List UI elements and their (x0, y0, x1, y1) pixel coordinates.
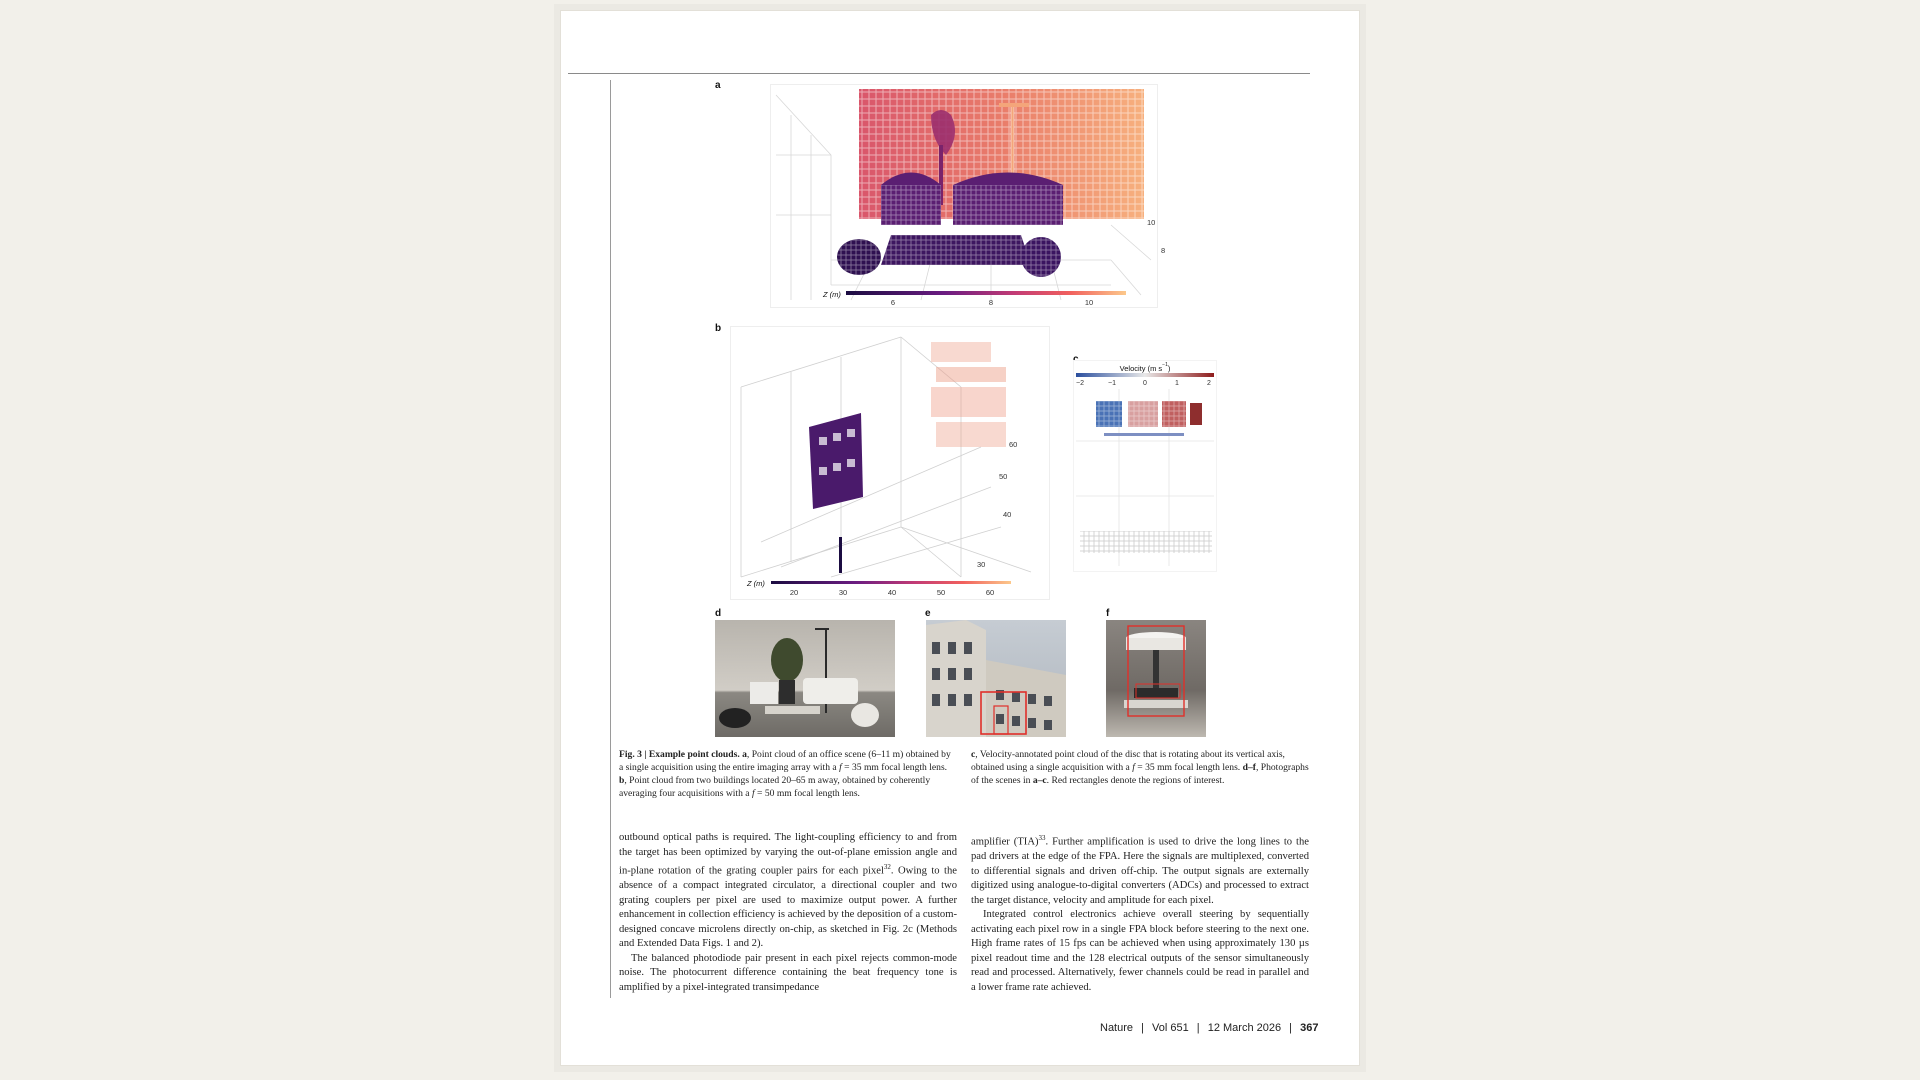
tick-label: 2 (1207, 380, 1211, 387)
body-column-right (971, 831, 1309, 995)
paragraph: The balanced photodiode pair present in each pixel rejects common-mode noise. The photocurrent difference containing the beat frequency tone is amplified by a pixel-integrated transimpedance (619, 952, 957, 993)
tick-label: 1 (1175, 380, 1179, 387)
colorbar-label: Z (m) (747, 579, 765, 588)
page-footer: Nature | Vol 651 | 12 March 2026 | 367 (1100, 1022, 1319, 1034)
page-number: 367 (1300, 1022, 1319, 1034)
tick-label: 10 (1147, 218, 1156, 227)
journal-name: Nature (1100, 1022, 1134, 1034)
panel-label-b: b (715, 323, 722, 334)
figure-caption-right: c, Velocity-annotated point cloud of the disc that is rotating about its vertical axis, obtained using a single acquisition with a f = 35 mm focal length lens. d–f, Photographs of the scenes in a–c. Red rectangles denote the regions of interest. (971, 749, 1309, 786)
paragraph: outbound optical paths is required. The light-coupling efficiency to and from the target has been optimized by varying the out-of-plane emission angle and in-plane rotation of the grating coupler pairs for each pixel$^{32}$. Owing to the absence of a compact integrated circulator, a directional coupler and two grating couplers per pixel are used to maximize output power. A further enhancement in collection efficiency is achieved by the deposition of a custom-designed concave microlens directly on-chip, as sketched in Fig. 2c (Methods and Extended Data Figs. 1 and 2). (619, 832, 957, 950)
panel-label-d: d (715, 608, 722, 619)
panel-label-a: a (715, 80, 721, 91)
header-rule (568, 73, 1310, 74)
tick-label: 30 (977, 560, 986, 569)
panel-label-f: f (1106, 608, 1110, 619)
colorbar (846, 291, 1126, 295)
figure-panel-b (730, 326, 1050, 600)
tick-label: 40 (1003, 510, 1012, 519)
body-column-left (619, 831, 957, 995)
point-cloud-buildings (731, 327, 1049, 599)
figure-panel-a (770, 84, 1166, 308)
tick-label: 20 (789, 588, 799, 597)
colorbar (1076, 373, 1214, 377)
tick-label: 40 (887, 588, 897, 597)
photo-office-scene (715, 620, 895, 737)
tick-label: 10 (1084, 298, 1094, 307)
velocity-point-cloud (1074, 361, 1216, 571)
colorbar-title: Velocity (m $s^{-1}$) (1119, 362, 1171, 373)
tick-label: −1 (1108, 380, 1116, 387)
point-cloud-office (771, 85, 1166, 307)
tick-label: 60 (985, 588, 995, 597)
volume: Vol 651 (1152, 1022, 1189, 1034)
tick-label: −2 (1076, 380, 1084, 387)
tick-label: 0 (1143, 380, 1147, 387)
tick-label: 30 (838, 588, 848, 597)
tick-label: 60 (1009, 440, 1018, 449)
colorbar (771, 581, 1011, 584)
tick-label: 50 (999, 472, 1008, 481)
tick-label: 8 (988, 298, 994, 307)
photo-buildings-scene (926, 620, 1066, 737)
figure-caption-left: Fig. 3 | Example point clouds. a, Point cloud of an office scene (6–11 m) obtained by a single acquisition using the entire imaging array with a f = 35 mm focal length lens. b, Point cloud from two buildings located 20–65 m away, obtained by coherently averaging four acquisitions with a f = 50 mm focal length lens. (619, 749, 951, 799)
tick-label: 50 (936, 588, 946, 597)
paragraph: amplifier (TIA)$^{33}$. Further amplification is used to drive the long lines to the pad drivers at the edge of the FPA. Here the signals are multiplexed, converted to differential signals and driven off-chip. The output signals are externally digitized using analogue-to-digital converters (ADCs) and processed to extract the target distance, velocity and amplitude for each pixel. (971, 834, 1309, 906)
figure-panel-c (1073, 360, 1217, 572)
paragraph: Integrated control electronics achieve overall steering by sequentially activating each pixel row in a single FPA block before steering to the next one. High frame rates of 15 fps can be achieved when using approximately 130 µs pixel readout time and the 128 electrical outputs of the sensor simultaneously read and processed. Alternatively, fewer channels could be read in parallel and a lower frame rate achieved. (971, 909, 1309, 993)
column-rule (610, 80, 611, 998)
photo-rotating-disc (1106, 620, 1206, 737)
colorbar-label: Z (m) (823, 290, 841, 299)
tick-label: 6 (890, 298, 896, 307)
issue-date: 12 March 2026 (1207, 1022, 1282, 1034)
panel-label-e: e (925, 608, 931, 619)
tick-label: 8 (1161, 246, 1166, 255)
